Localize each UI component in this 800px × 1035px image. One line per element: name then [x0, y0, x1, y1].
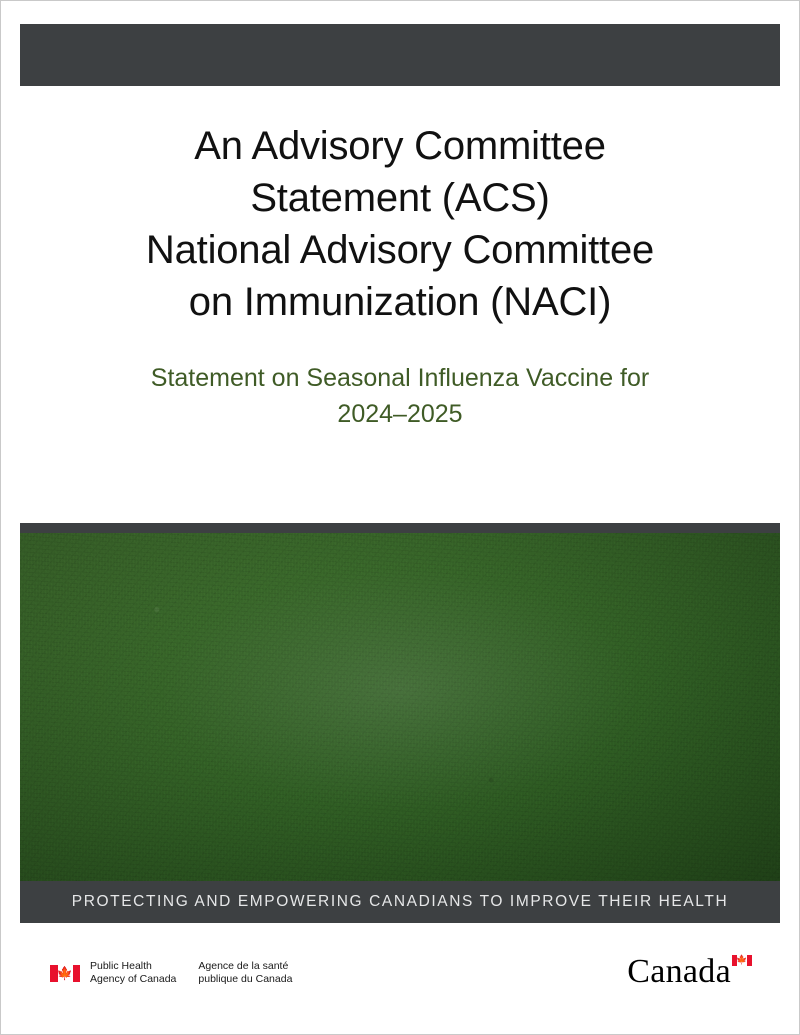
- canada-wordmark: [627, 953, 752, 991]
- tagline-bar: [20, 881, 780, 923]
- wordmark-maple-leaf-icon: 🍁: [736, 955, 748, 965]
- wordmark-flag-icon: [732, 955, 752, 966]
- department-name-en: [90, 960, 176, 986]
- cover-photo: [20, 533, 780, 881]
- department-en-line-2: Agency of Canada: [90, 973, 177, 985]
- subtitle-line-1: Statement on Seasonal Influenza Vaccine for: [150, 364, 650, 392]
- canada-flag-icon: [50, 965, 80, 982]
- page-subtitle: [40, 360, 760, 432]
- top-banner-bar: [20, 24, 780, 86]
- title-line-4: on Immunization (NACI): [188, 280, 612, 324]
- title-line-1: An Advisory Committee: [194, 124, 606, 168]
- footer: [0, 945, 800, 1015]
- maple-leaf-icon: 🍁: [56, 965, 74, 981]
- divider-rule: [20, 523, 780, 533]
- department-fr-line-1: Agence de la santé: [198, 960, 289, 972]
- phac-signature: [50, 960, 292, 986]
- page-title: [40, 120, 760, 328]
- title-block: [40, 120, 760, 432]
- photo-vignette: [20, 533, 780, 881]
- flag-bar-right: [73, 965, 81, 982]
- department-en-line-1: Public Health: [90, 960, 152, 972]
- title-line-3: National Advisory Committee: [145, 228, 655, 272]
- canada-wordmark-text: Canada: [627, 953, 731, 990]
- title-line-2: Statement (ACS): [250, 176, 550, 220]
- tagline-text: PROTECTING AND EMPOWERING CANADIANS TO IMPROVE THEIR HEALTH: [71, 893, 729, 910]
- department-name-fr: [198, 960, 292, 986]
- subtitle-line-2: 2024–2025: [337, 400, 463, 428]
- department-fr-line-2: publique du Canada: [198, 973, 293, 985]
